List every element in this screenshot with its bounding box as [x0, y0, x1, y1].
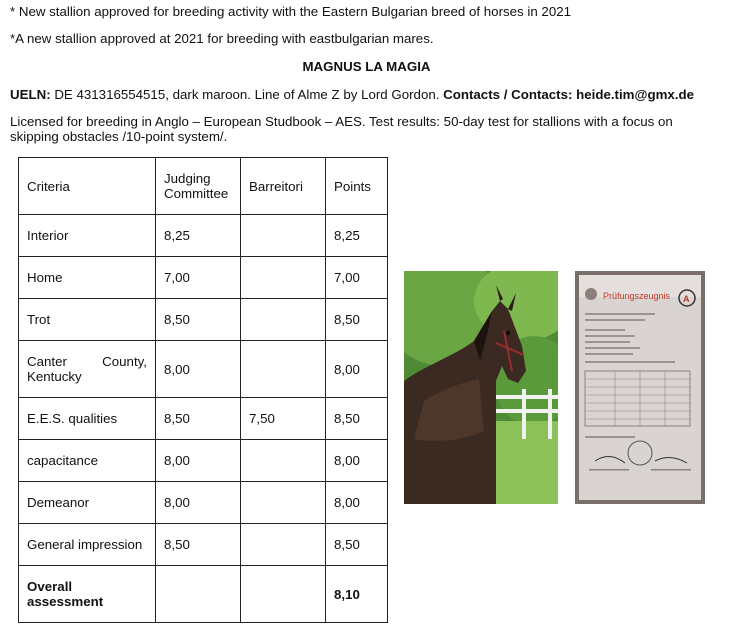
table-row	[19, 299, 388, 341]
ueln-label: UELN:	[10, 87, 51, 102]
criteria-cell: capacitance	[19, 440, 156, 482]
table-row	[19, 257, 388, 299]
committee-cell: 8,00	[156, 482, 241, 524]
table-row	[19, 341, 388, 398]
points-cell: 7,00	[326, 257, 388, 299]
barreitori-cell	[241, 215, 326, 257]
license-paragraph: Licensed for breeding in Anglo – European Studbook – AES. Test results: 50-day test for stallions with a focus on skipping obstacles /10-point system/.	[10, 114, 673, 144]
table-row	[19, 215, 388, 257]
committee-cell: 8,50	[156, 524, 241, 566]
committee-cell: 8,25	[156, 215, 241, 257]
header-judging-committee: Judging Committee	[156, 158, 241, 215]
overall-points: 8,10	[326, 566, 388, 623]
committee-cell	[156, 566, 241, 623]
certificate-heading: Prüfungszeugnis	[603, 291, 671, 301]
announcement-line: * New stallion approved for breeding activity with the Eastern Bulgarian breed of horses in 2021	[10, 4, 572, 19]
points-cell: 8,50	[326, 398, 388, 440]
barreitori-cell	[241, 524, 326, 566]
barreitori-cell	[241, 482, 326, 524]
points-cell: 8,00	[326, 341, 388, 398]
points-cell: 8,50	[326, 524, 388, 566]
committee-cell: 7,00	[156, 257, 241, 299]
barreitori-cell	[241, 341, 326, 398]
stallion-name-title: MAGNUS LA MAGIA	[302, 59, 431, 74]
criteria-cell: Interior	[19, 215, 156, 257]
overall-assessment-row	[19, 566, 388, 623]
barreitori-cell	[241, 257, 326, 299]
criteria-cell: Trot	[19, 299, 156, 341]
points-cell: 8,00	[326, 440, 388, 482]
test-results-table	[18, 157, 388, 623]
criteria-cell: E.E.S. qualities	[19, 398, 156, 440]
committee-cell: 8,50	[156, 398, 241, 440]
ueln-details: DE 431316554515, dark maroon. Line of Alme Z by Lord Gordon.	[50, 87, 444, 102]
barreitori-cell	[241, 440, 326, 482]
criteria-cell: Home	[19, 257, 156, 299]
contacts-text: Contacts / Contacts: heide.tim@gmx.de	[443, 87, 694, 102]
certificate-logo-letter: A	[683, 294, 690, 304]
committee-cell: 8,00	[156, 440, 241, 482]
ueln-line	[10, 87, 694, 102]
points-cell: 8,25	[326, 215, 388, 257]
header-points: Points	[326, 158, 388, 215]
overall-label: Overall assessment	[19, 566, 156, 623]
barreitori-cell: 7,50	[241, 398, 326, 440]
table-row	[19, 524, 388, 566]
committee-cell: 8,50	[156, 299, 241, 341]
announcement-line-alt: *A new stallion approved at 2021 for breeding with eastbulgarian mares.	[10, 31, 434, 46]
table-row	[19, 398, 388, 440]
committee-cell: 8,00	[156, 341, 241, 398]
table-header-row	[19, 158, 388, 215]
header-barreitori: Barreitori	[241, 158, 326, 215]
table-row	[19, 440, 388, 482]
points-cell: 8,00	[326, 482, 388, 524]
horse-photo	[404, 271, 558, 504]
barreitori-cell	[241, 566, 326, 623]
barreitori-cell	[241, 299, 326, 341]
criteria-cell: General impression	[19, 524, 156, 566]
header-criteria: Criteria	[19, 158, 156, 215]
criteria-cell: Demeanor	[19, 482, 156, 524]
certificate-photo	[575, 271, 705, 504]
points-cell: 8,50	[326, 299, 388, 341]
table-row	[19, 482, 388, 524]
criteria-cell: Canter County, Kentucky	[19, 341, 156, 398]
